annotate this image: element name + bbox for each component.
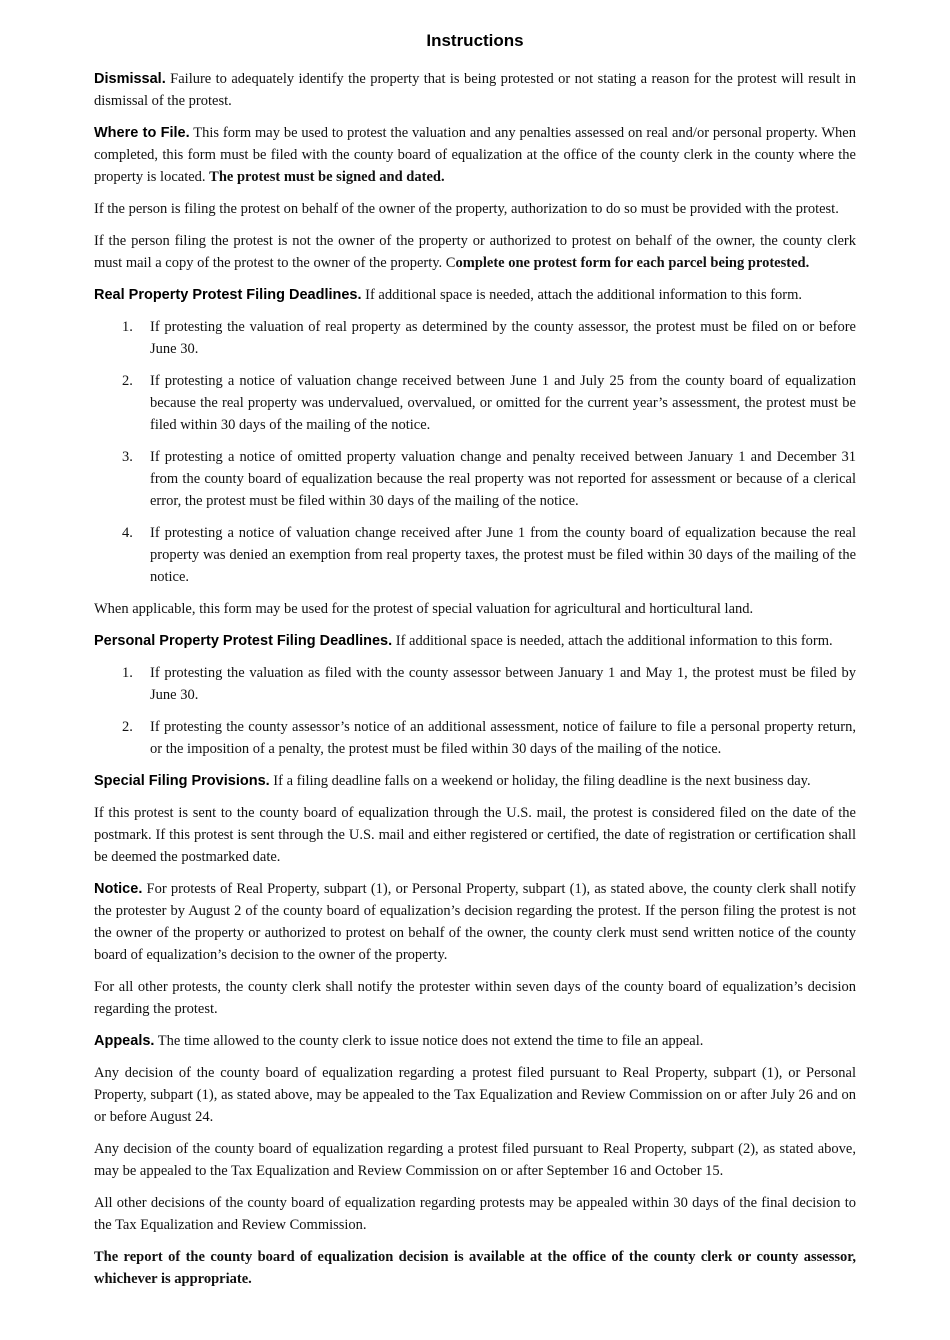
paragraph-postmark [94, 802, 856, 868]
list-item-text: If protesting a notice of valuation change received after June 1 from the county board of equalization because the real property was denied an exemption from real property taxes, the protest must be filed within 30 days of the mailing of the notice. [150, 525, 856, 585]
paragraph-authorization [94, 198, 856, 220]
list-item-text: If protesting the valuation as filed with the county assessor between January 1 and May 1, the protest must be filed by June 30. [150, 665, 856, 703]
postmark-text: If this protest is sent to the county board of equalization through the U.S. mail, the protest is considered filed on the date of the postmark. If this protest is sent through the U.S. mail and either registered or certified, the date of registration or certification shall be deemed the postmarked date. [94, 805, 856, 865]
dismissal-text: Failure to adequately identify the property that is being protested or not stating a reason for the protest will result in dismissal of the protest. [94, 71, 856, 109]
list-item [94, 662, 856, 706]
paragraph-dismissal [94, 68, 856, 112]
list-item [94, 522, 856, 588]
list-item-number: 2. [122, 373, 133, 389]
list-item-number: 1. [122, 665, 133, 681]
list-item [94, 316, 856, 360]
list-item-text: If protesting a notice of valuation change received between June 1 and July 25 from the county board of equalization because the real property was undervalued, overvalued, or omitted for the current year’s assessment, the protest must be filed within 30 days of the mailing of the notice. [150, 373, 856, 433]
appeal-other-text: All other decisions of the county board of equalization regarding protests may be appealed within 30 days of the final decision to the Tax Equalization and Review Commission. [94, 1195, 856, 1233]
paragraph-real-property-deadlines [94, 284, 856, 306]
report-availability-text: The report of the county board of equalization decision is available at the office of the county clerk or county assessor, whichever is appropriate. [94, 1249, 856, 1287]
where-to-file-bold-tail: The protest must be signed and dated. [209, 169, 445, 185]
appeal-subpart1-text: Any decision of the county board of equalization regarding a protest filed pursuant to Real Property, subpart (1), or Personal Property, subpart (1), as stated above, may be appealed to the Tax Equalization and Review Commission on or after July 26 and on or before August 24. [94, 1065, 856, 1125]
paragraph-when-applicable [94, 598, 856, 620]
paragraph-report-availability [94, 1246, 856, 1290]
appeals-text: The time allowed to the county clerk to issue notice does not extend the time to file an appeal. [154, 1033, 704, 1049]
list-item-number: 3. [122, 449, 133, 465]
paragraph-where-to-file [94, 122, 856, 188]
page-title: Instructions [426, 31, 524, 50]
list-item-text: If protesting a notice of omitted property valuation change and penalty received between January 1 and December 31 from the county board of equalization because the real property was not reported for assessment or because of a clerical error, the protest must be filed within 30 days of the mailing of the notice. [150, 449, 856, 509]
where-to-file-text: This form may be used to protest the valuation and any penalties assessed on real and/or personal property. When completed, this form must be filed with the county board of equalization at the office of the county clerk in the county where the property is located. [94, 125, 856, 185]
real-property-deadlines-list [94, 316, 856, 588]
special-filing-heading: Special Filing Provisions. [94, 773, 270, 789]
appeal-subpart2-text: Any decision of the county board of equalization regarding a protest filed pursuant to Real Property, subpart (2), as stated above, may be appealed to the Tax Equalization and Review Commission on or after September 16 and October 15. [94, 1141, 856, 1179]
personal-property-deadlines-list [94, 662, 856, 760]
not-owner-text: If the person filing the protest is not the owner of the property or authorized to protest on behalf of the owner, the county clerk must mail a copy of the protest to the owner of the property. C [94, 233, 856, 271]
paragraph-special-filing [94, 770, 856, 792]
other-protests-text: For all other protests, the county clerk shall notify the protester within seven days of the county board of equalization’s decision regarding the protest. [94, 979, 856, 1017]
paragraph-appeals [94, 1030, 856, 1052]
paragraph-appeal-subpart1 [94, 1062, 856, 1128]
where-to-file-heading: Where to File. [94, 125, 190, 141]
list-item-text: If protesting the county assessor’s notice of an additional assessment, notice of failure to file a personal property return, or the imposition of a penalty, the protest must be filed within 30 days of the mailing of the notice. [150, 719, 856, 757]
when-applicable-text: When applicable, this form may be used for the protest of special valuation for agricultural and horticultural land. [94, 601, 754, 617]
list-item [94, 716, 856, 760]
notice-heading: Notice. [94, 881, 143, 897]
special-filing-text: If a filing deadline falls on a weekend or holiday, the filing deadline is the next business day. [269, 773, 811, 789]
dismissal-heading: Dismissal. [94, 71, 166, 87]
list-item-number: 4. [122, 525, 133, 541]
real-property-deadlines-heading: Real Property Protest Filing Deadlines. [94, 287, 362, 303]
paragraph-appeal-subpart2 [94, 1138, 856, 1182]
not-owner-bold-tail: omplete one protest form for each parcel being protested. [455, 255, 810, 271]
personal-property-deadlines-text: If additional space is needed, attach the additional information to this form. [392, 633, 833, 649]
paragraph-appeal-other [94, 1192, 856, 1236]
list-item-text: If protesting the valuation of real property as determined by the county assessor, the protest must be filed on or before June 30. [150, 319, 856, 357]
personal-property-deadlines-heading: Personal Property Protest Filing Deadlines. [94, 633, 393, 649]
paragraph-notice [94, 878, 856, 966]
real-property-deadlines-text: If additional space is needed, attach the additional information to this form. [361, 287, 803, 303]
appeals-heading: Appeals. [94, 1033, 155, 1049]
authorization-text: If the person is filing the protest on behalf of the owner of the property, authorization to do so must be provided with the protest. [94, 201, 839, 217]
list-item [94, 370, 856, 436]
paragraph-other-protests [94, 976, 856, 1020]
paragraph-not-owner [94, 230, 856, 274]
list-item [94, 446, 856, 512]
list-item-number: 2. [122, 719, 133, 735]
paragraph-personal-property-deadlines [94, 630, 856, 652]
list-item-number: 1. [122, 319, 133, 335]
notice-text: For protests of Real Property, subpart (1), or Personal Property, subpart (1), as stated above, the county clerk shall notify the protester by August 2 of the county board of equalization’s decision regarding the protest. If the person filing the protest is not the owner of the property or authorized to protest on behalf of the owner, the county clerk must send written notice of the county board of equalization’s decision to the owner of the property. [94, 881, 856, 963]
